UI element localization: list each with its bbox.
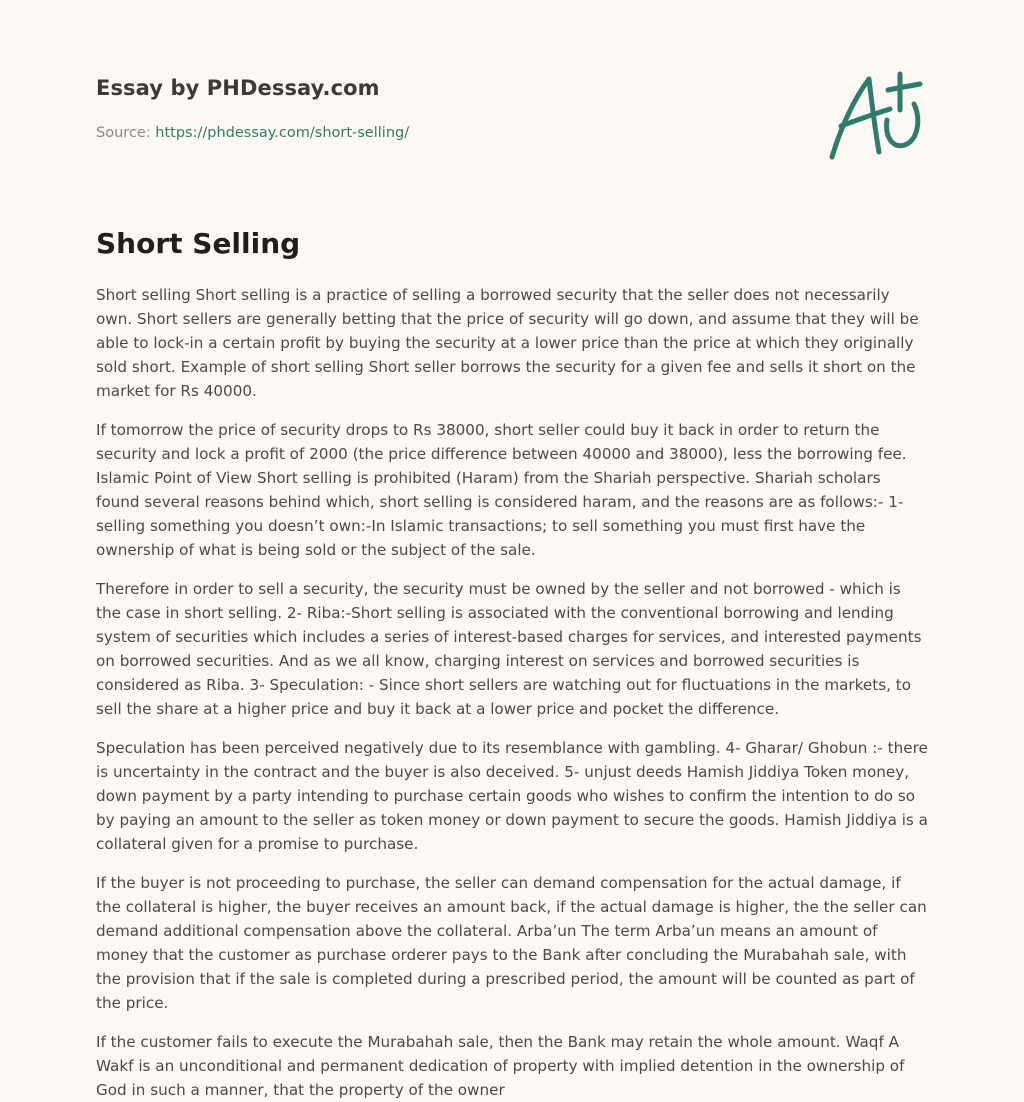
a-plus-logo-icon — [824, 66, 928, 170]
paragraph: Short selling Short selling is a practice of selling a borrowed security that the seller does not necessarily own. Short sellers are generally betting that the price of security will go down, and assume that they will be able to lock-in a certain profit by buying the security at a lower price than the price at which they originally sold short. Example of short selling Short seller borrows the security for a given fee and sells it short on the market for Rs 40000. — [96, 286, 919, 400]
source-label: Source: — [96, 125, 151, 141]
article-title: Short Selling — [96, 227, 301, 260]
source-line — [96, 125, 409, 141]
site-brand: Essay by PHDessay.com — [96, 76, 380, 100]
source-link[interactable]: https://phdessay.com/short-selling/ — [155, 125, 410, 141]
paragraph: If the customer fails to execute the Murabahah sale, then the Bank may retain the whole amount. Waqf A Wakf is an unconditional and permanent dedication of property with implied detention in the ownership of God in such a manner, that the property of the owner — [96, 1033, 905, 1099]
paragraph: Therefore in order to sell a security, the security must be owned by the seller and not borrowed - which is the case in short selling. 2- Riba:-Short selling is associated with the conventional borrowing and lending system of securities which includes a series of interest-based charges for services, and interested payments on borrowed securities. And as we all know, charging interest on services and borrowed securities is considered as Riba. 3- Speculation: - Since short sellers are watching out for fluctuations in the markets, to sell the share at a higher price and buy it back at a lower price and pocket the difference. — [96, 580, 922, 718]
page-header — [96, 0, 928, 200]
article-body — [96, 283, 928, 1102]
paragraph: If the buyer is not proceeding to purchase, the seller can demand compensation for the actual damage, if the collateral is higher, the buyer receives an amount back, if the actual damage is higher, the the seller can demand additional compensation above the collateral. Arba’un The term Arba’un means an amount of money that the customer as purchase orderer pays to the Bank after concluding the Murabahah sale, with the provision that if the sale is completed during a prescribed period, the amount will be counted as part of the price. — [96, 874, 927, 1012]
paragraph: If tomorrow the price of security drops to Rs 38000, short seller could buy it back in order to return the security and lock a profit of 2000 (the price difference between 40000 and 38000), less the borrowing fee. Islamic Point of View Short selling is prohibited (Haram) from the Shariah perspective. Shariah scholars found several reasons behind which, short selling is considered haram, and the reasons are as follows:- 1- selling something you doesn’t own:-In Islamic transactions; to sell something you must first have the ownership of what is being sold or the subject of the sale. — [96, 421, 907, 559]
paragraph: Speculation has been perceived negatively due to its resemblance with gambling. 4- Gharar/ Ghobun :- there is uncertainty in the contract and the buyer is also deceived. 5- unjust deeds Hamish Jiddiya Token money, down payment by a party intending to purchase certain goods who wishes to confirm the intention to do so by paying an amount to the seller as token money or down payment to secure the goods. Hamish Jiddiya is a collateral given for a promise to purchase. — [96, 739, 928, 853]
